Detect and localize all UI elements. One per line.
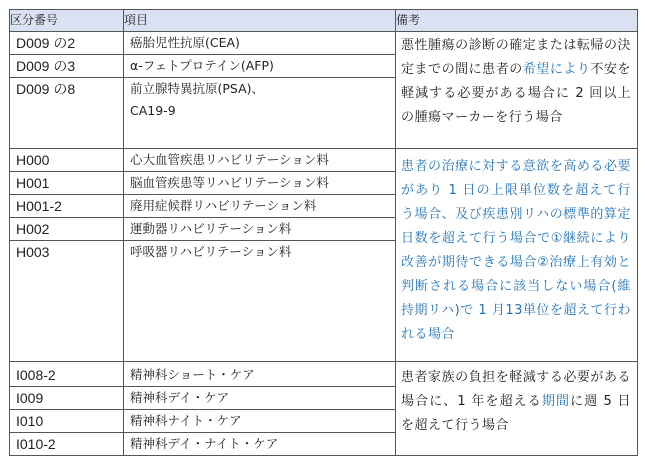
item-afp: α-フェトプロテイン(AFP)	[124, 55, 395, 78]
item-locomotor-rehab: 運動器リハビリテーション料	[124, 218, 395, 241]
item-ca19-9: CA19-9	[130, 103, 176, 118]
remarks-table	[9, 9, 638, 456]
code-i010-2: I010-2	[16, 436, 56, 452]
header-item: 項目	[124, 10, 396, 32]
table-row	[10, 362, 638, 456]
code-d009-2: D009 の2	[10, 32, 123, 55]
code-h002: H002	[10, 218, 123, 241]
item-cell	[124, 362, 396, 456]
item-cerebro-rehab: 脳血管疾患等リハビリテーション料	[124, 172, 395, 195]
remarks-text: 悪性腫瘍の診断の確定または転帰の決定までの間に患者の	[401, 38, 631, 77]
item-night-care: 精神科ナイト・ケア	[124, 410, 395, 433]
item-psa: 前立腺特異抗原(PSA)、	[130, 81, 265, 96]
remarks-rehab: 患者の治療に対する意欲を高める必要があり 1 日の上限単位数を超えて行う場合、及び疾患別リハの標準的算定日数を超えて行う場合で①継続により改善が期待できる場合②治療上有効と判断される場合に該当しない場合(維持期リハ)で 1 月13単位を超えて行われる場合	[401, 159, 631, 342]
remarks-text: 患者家族の負担を軽減する必要がある場合に、1 年を超える	[401, 370, 631, 409]
table-header-row	[10, 10, 638, 32]
code-i009: I009	[10, 387, 123, 410]
remarks-cell	[396, 32, 638, 149]
item-respiratory-rehab: 呼吸器リハビリテーション料	[130, 244, 292, 259]
code-cell	[10, 362, 124, 456]
code-d009-3: D009 の3	[10, 55, 123, 78]
header-code: 区分番号	[10, 10, 124, 32]
code-i008-2: I008-2	[10, 364, 123, 387]
remarks-tumor-marker	[396, 32, 637, 130]
item-cardiac-rehab: 心大血管疾患リハビリテーション料	[124, 149, 395, 172]
header-remarks: 備考	[396, 10, 638, 32]
remarks-highlight: 希望により	[522, 62, 591, 77]
remarks-cell	[396, 362, 638, 456]
code-h001: H001	[10, 172, 123, 195]
remarks-psychiatric	[396, 362, 637, 438]
table-row	[10, 149, 638, 362]
remarks-highlight: 期間	[541, 394, 571, 409]
code-cell	[10, 149, 124, 362]
item-disuse-rehab: 廃用症候群リハビリテーション料	[124, 195, 395, 218]
remarks-text-tail: に週 5 日を超えて行う場合	[401, 394, 631, 433]
code-h001-2: H001-2	[10, 195, 123, 218]
remarks-cell	[396, 149, 638, 362]
code-h000: H000	[10, 149, 123, 172]
item-short-care: 精神科ショート・ケア	[124, 364, 395, 387]
item-cea: 癌胎児性抗原(CEA)	[124, 32, 395, 55]
code-h003: H003	[16, 244, 50, 260]
item-cell	[124, 32, 396, 149]
code-d009-8: D009 の8	[16, 81, 76, 97]
item-day-care: 精神科デイ・ケア	[124, 387, 395, 410]
remarks-text-tail: 不安を軽減する必要がある場合に 2 回以上の腫瘍マーカーを行う場合	[401, 62, 631, 125]
table-row	[10, 32, 638, 149]
code-i010: I010	[10, 410, 123, 433]
item-day-night-care: 精神科デイ・ナイト・ケア	[130, 436, 279, 451]
code-cell	[10, 32, 124, 149]
item-cell	[124, 149, 396, 362]
